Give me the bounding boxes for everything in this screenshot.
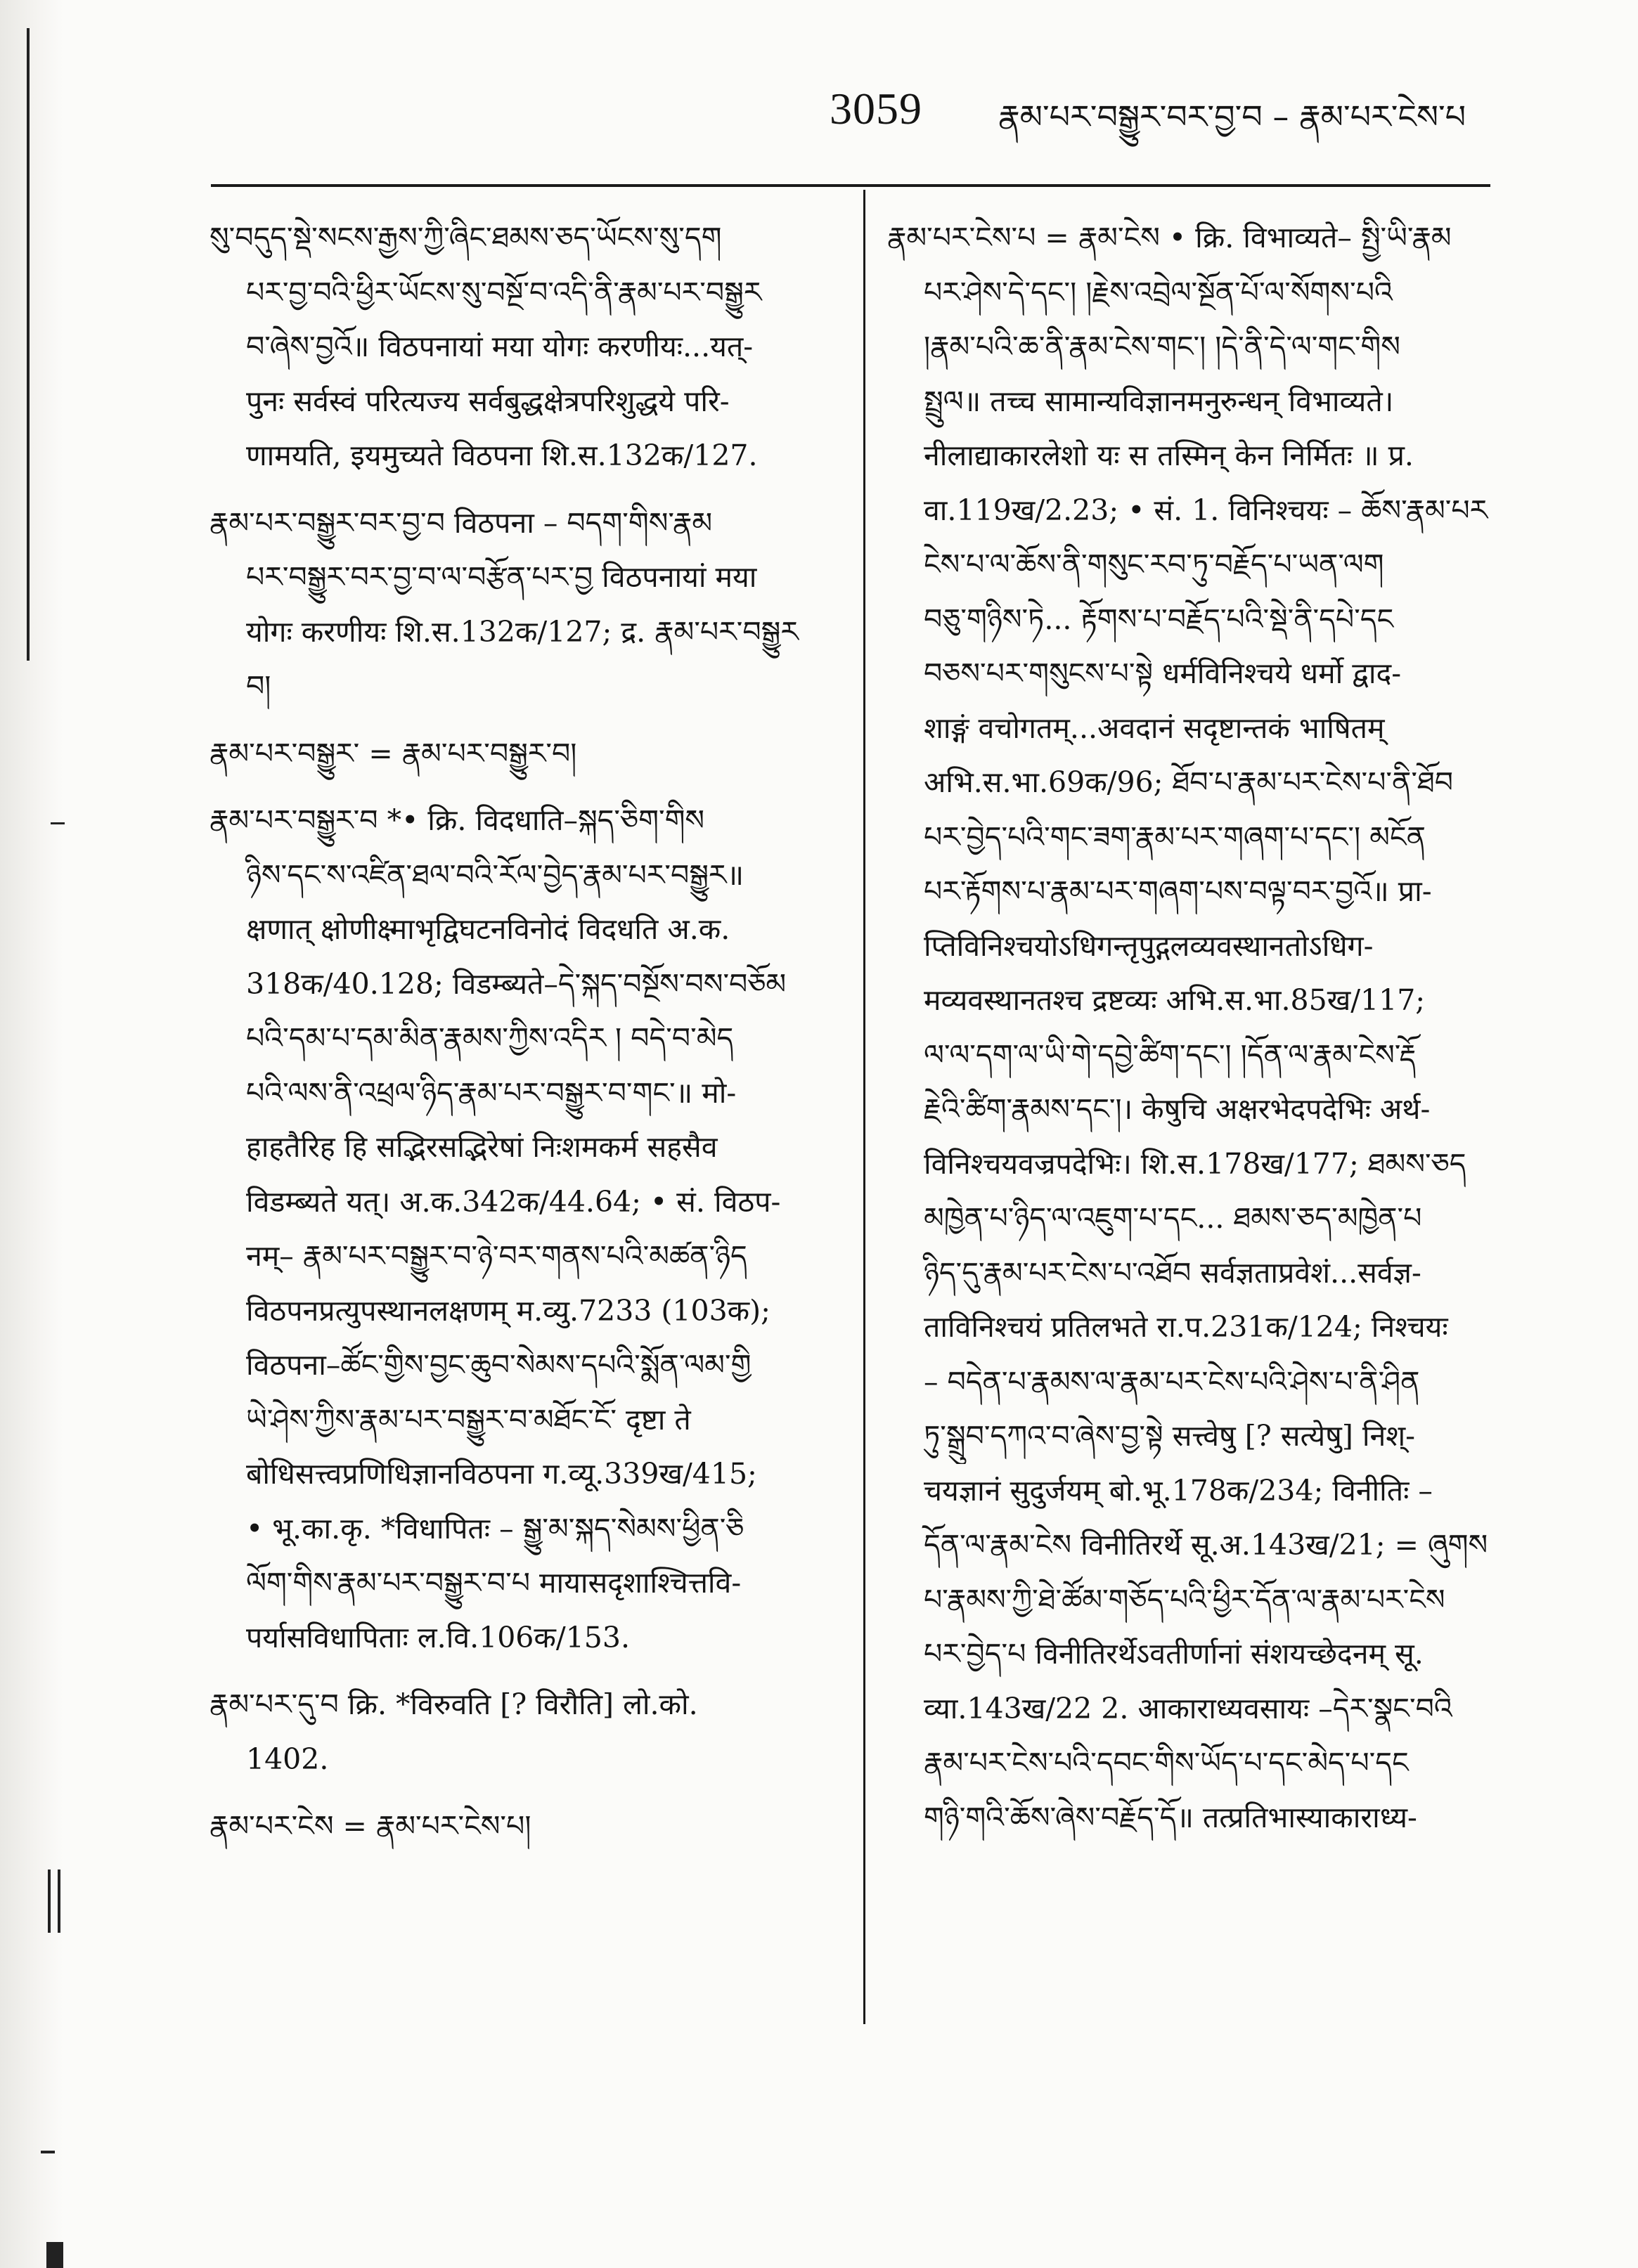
entry-line: पुनः सर्वस्वं परित्यज्य सर्वबुद्धक्षेत्रपरिशुद्धये परि- bbox=[246, 384, 730, 418]
entry-line: པའི་དམ་པ་དམ་མིན་རྣམས་ཀྱིས་འདིར ། བདེ་བ་མེད bbox=[246, 1021, 734, 1055]
entry-line: པ་རྣམས་ཀྱི་ཐེ་ཚོམ་གཅོད་པའི་ཕྱིར་དོན་ལ་རྣམ་པར་ངེས bbox=[924, 1582, 1445, 1616]
dictionary-entry bbox=[209, 727, 842, 782]
entry-line: वा.119ख/2.23; • सं. 1. विनिश्चयः – ཆོས་རྣམ་པར bbox=[924, 493, 1488, 527]
dictionary-entry bbox=[209, 1678, 842, 1787]
entry-line: གཉི་གའི་ཆོས་ཞེས་བརྗོད་དོ॥ तत्प्रतिभास्याकाराध्य- bbox=[924, 1800, 1417, 1834]
entry-line: ཏུ་སྒྲུབ་དཀའ་བ་ཞེས་བྱ་སྟེ सत्त्वेषु [? सत्येषु] निश्- bbox=[924, 1419, 1415, 1453]
binding-mark bbox=[41, 2151, 55, 2153]
entry-line: 318क/40.128; विडम्ब्यते–དེ་སྐད་བསྔོས་བས་བཅོམ bbox=[246, 966, 787, 1001]
entry-line: शाङ्गं वचोगतम्...अवदानं सदृष्टान्तकं भाषितम् bbox=[924, 711, 1385, 745]
entry-line: རྗེའི་ཚིག་རྣམས་དང་།। केषुचि अक्षरभेदपदेभिः अर्थ- bbox=[924, 1092, 1431, 1126]
entry-line: བཅས་པར་གསུངས་པ་སྟེ धर्मविनिश्चये धर्मो द्वाद- bbox=[924, 656, 1402, 690]
entry-line: अभि.स.भा.69क/96; ཐོབ་པ་རྣམ་པར་ངེས་པ་ནི་ཐོབ bbox=[924, 765, 1454, 799]
entry-line: མཁྱེན་པ་ཉིད་ལ་འཇུག་པ་དང... ཐམས་ཅད་མཁྱེན་པ bbox=[924, 1201, 1422, 1235]
entry-line: हाहतैरिह हि सद्भिरसद्भिरेषां निःशमकर्म सहसैव bbox=[246, 1130, 718, 1164]
entry-line: རྣམ་པར་བསྒྱུར་བར་བྱ་བ विठपना – བདག་གིས་རྣམ bbox=[209, 505, 713, 540]
entry-line: ताविनिश्चयं प्रतिलभते रा.प.231क/124; निश्चयः bbox=[924, 1310, 1448, 1344]
entry-line: དོན་ལ་རྣམ་ངེས विनीतिरर्थे सू.अ.143ख/21; = ཞུགས bbox=[924, 1528, 1488, 1562]
entry-line: པར་ཤེས་དེ་དང་། །རྗེས་འབྲེལ་སྔོན་པོ་ལ་སོགས་པའི bbox=[924, 275, 1393, 309]
entry-line: – བདེན་པ་རྣམས་ལ་རྣམ་པར་ངེས་པའི་ཤེས་པ་ནི་ཤིན bbox=[924, 1364, 1420, 1399]
dictionary-entry bbox=[209, 211, 842, 484]
binding-mark bbox=[27, 28, 30, 661]
right-column bbox=[887, 211, 1520, 1858]
entry-line: པར་བྱེད་པའི་གང་ཟག་རྣམ་པར་གཞག་པ་དང་། མངོན bbox=[924, 819, 1426, 854]
entry-line: नम्– རྣམ་པར་བསྒྱུར་བ་ཉེ་བར་གནས་པའི་མཚན་ཉིད bbox=[246, 1239, 747, 1273]
entry-line: པར་བསྒྱུར་བར་བྱ་བ་ལ་བརྩོན་པར་བྱ विठपनायां मया bbox=[246, 560, 757, 594]
entry-line: སུ་བདུད་སྡེ་སངས་རྒྱས་ཀྱི་ཞིང་ཐམས་ཅད་ཡོངས་སུ་དག bbox=[209, 221, 722, 254]
page-number: 3059 bbox=[830, 84, 922, 134]
entry-line: विठपना–ཚོང་གྱིས་བྱང་ཆུབ་སེམས་དཔའི་སྨོན་ལམ་གྱི bbox=[246, 1348, 752, 1382]
entry-line: བཅུ་གཉིས་ཏེ... རྟོགས་པ་བརྗོད་པའི་སྡེ་ནི་དཔེ་དང bbox=[924, 602, 1394, 636]
column-divider bbox=[863, 190, 865, 2024]
entry-line: པའི་ལས་ནི་འཕྲལ་ཉིད་རྣམ་པར་བསྒྱུར་བ་གང་॥ मो- bbox=[246, 1075, 737, 1110]
entry-line: པར་བྱེད་པ विनीतिरर्थेऽवतीर्णानां संशयच्छेदनम् सू. bbox=[924, 1637, 1424, 1671]
entry-line: नीलाद्याकारलेशो यः स तस्मिन् केन निर्मितः ॥ प्र. bbox=[924, 439, 1414, 472]
binding-mark bbox=[51, 822, 65, 824]
entry-line: པར་བྱ་བའི་ཕྱིར་ཡོངས་སུ་བསྔོ་བ་འདི་ནི་རྣམ་པར་བསྒྱུར bbox=[246, 275, 762, 309]
entry-line: རྣམ་པར་བསྒྱུར་བ *• क्रि. विदधाति–སྐད་ཅིག་གིས bbox=[209, 803, 705, 837]
entry-line: णामयति, इयमुच्यते विठपना शि.स.132क/127. bbox=[246, 439, 758, 472]
dictionary-entry bbox=[887, 211, 1520, 1845]
entry-line: ལོག་གིས་རྣམ་པར་བསྒྱུར་བ་པ मायासदृशाश्चित्तवि- bbox=[246, 1566, 742, 1600]
entry-line: योगः करणीयः शि.स.132क/127; द्र. རྣམ་པར་བསྒྱུར bbox=[246, 614, 799, 649]
entry-line: །རྣམ་པའི་ཆ་ནི་རྣམ་ངེས་གང་། །དེ་ནི་དེ་ལ་གང་གིས bbox=[924, 330, 1400, 363]
entry-line: ངེས་པ་ལ་ཆོས་ནི་གསུང་རབ་ཏུ་བརྗོད་པ་ཡན་ལག bbox=[924, 547, 1384, 581]
entry-line: རྣམ་པར་དུ་བ क्रि. *विरुवति [? विरौति] लो.को. bbox=[209, 1687, 698, 1721]
binding-mark bbox=[48, 1870, 51, 1933]
entry-line: मव्यवस्थानतश्च द्रष्टव्यः अभि.स.भा.85ख/117; bbox=[924, 983, 1426, 1017]
running-head: རྣམ་པར་བསྒྱུར་བར་བྱ་བ – རྣམ་པར་ངེས་པ bbox=[998, 98, 1466, 136]
entry-line: རྣམ་པར་ངེས་པ = རྣམ་ངེས • क्रि. विभाव्यते– སྤྱི་ཡི་རྣམ bbox=[887, 221, 1452, 254]
entry-line: བ། bbox=[246, 669, 271, 703]
entry-line: སྤྲུལ॥ तच्च सामान्यविज्ञानमनुरुन्धन् विभाव्यते। bbox=[924, 384, 1394, 418]
header-rule bbox=[211, 184, 1490, 187]
entry-line: विठपनप्रत्युपस्थानलक्षणम् म.व्यु.7233 (103क); bbox=[246, 1293, 770, 1328]
entry-line: विनिश्चयवज्रपदेभिः। शि.स.178ख/177; ཐམས་ཅད bbox=[924, 1146, 1466, 1181]
entry-line: क्षणात् क्षोणीक्ष्माभृद्विघटनविनोदं विदधति अ.क. bbox=[246, 912, 730, 946]
entry-line: व्या.143ख/22 2. आकाराध्यवसायः –དེར་སྣང་བའི bbox=[924, 1691, 1452, 1725]
entry-line: ཉིས་དང་ས་འཛིན་ཐལ་བའི་རོལ་བྱེད་རྣམ་པར་བསྒྱུར॥ bbox=[246, 857, 744, 892]
entry-line: • भू.का.कृ. *विधापितः – སྒྱུ་མ་སྐད་སེམས་ཕྱིན་ཅི bbox=[246, 1511, 744, 1546]
left-column bbox=[209, 211, 842, 1867]
binding-mark bbox=[58, 1870, 60, 1933]
entry-line: पर्यासविधापिताः ल.वि.106क/153. bbox=[246, 1620, 630, 1654]
dictionary-entry bbox=[209, 793, 842, 1665]
entry-line: बोधिसत्त्वप्रणिधिज्ञानविठपना ग.व्यू.339ख/415; bbox=[246, 1457, 757, 1491]
binding-mark bbox=[46, 2242, 63, 2268]
entry-line: རྣམ་པར་བསྒྱུར་ = རྣམ་པར་བསྒྱུར་བ། bbox=[209, 736, 577, 770]
entry-line: རྣམ་པར་ངེས་པའི་དབང་གིས་ཡོད་པ་དང་མེད་པ་དང bbox=[924, 1746, 1409, 1780]
entry-line: བ་ཞེས་བྱའོ॥ विठपनायां मया योगः करणीयः...यत्- bbox=[246, 330, 754, 363]
entry-line: ལ་ལ་དག་ལ་ཡི་གེ་དབྱེ་ཚིག་དང་། །དོན་ལ་རྣམ་ངེས་རྡོ bbox=[924, 1037, 1417, 1072]
dictionary-entry bbox=[209, 496, 842, 714]
entry-line: प्तिविनिश्चयोऽधिगन्तृपुद्गलव्यवस्थानतोऽधिग- bbox=[924, 928, 1374, 963]
entry-line: 1402. bbox=[246, 1742, 329, 1776]
entry-line: चयज्ञानं सुदुर्जयम् बो.भू.178क/234; विनीतिः – bbox=[924, 1473, 1433, 1508]
scan-margin bbox=[0, 0, 63, 2268]
entry-line: པར་རྟོགས་པ་རྣམ་པར་གཞག་པས་བལྟ་བར་བྱའོ॥ प्रा- bbox=[924, 874, 1432, 908]
entry-line: ཉིད་དུ་རྣམ་པར་ངེས་པ་འཐོབ सर्वज्ञताप्रवेशं...सर्वज्ञ- bbox=[924, 1255, 1421, 1290]
dictionary-entry bbox=[209, 1799, 842, 1854]
entry-line: ཡེ་ཤེས་ཀྱིས་རྣམ་པར་བསྒྱུར་བ་མཐོང་ངོ་ दृष्टा ते bbox=[246, 1402, 691, 1437]
entry-line: विडम्ब्यते यत्। अ.क.342क/44.64; • सं. विठप- bbox=[246, 1184, 781, 1219]
entry-line: རྣམ་པར་ངེས = རྣམ་པར་ངེས་པ། bbox=[209, 1809, 531, 1843]
